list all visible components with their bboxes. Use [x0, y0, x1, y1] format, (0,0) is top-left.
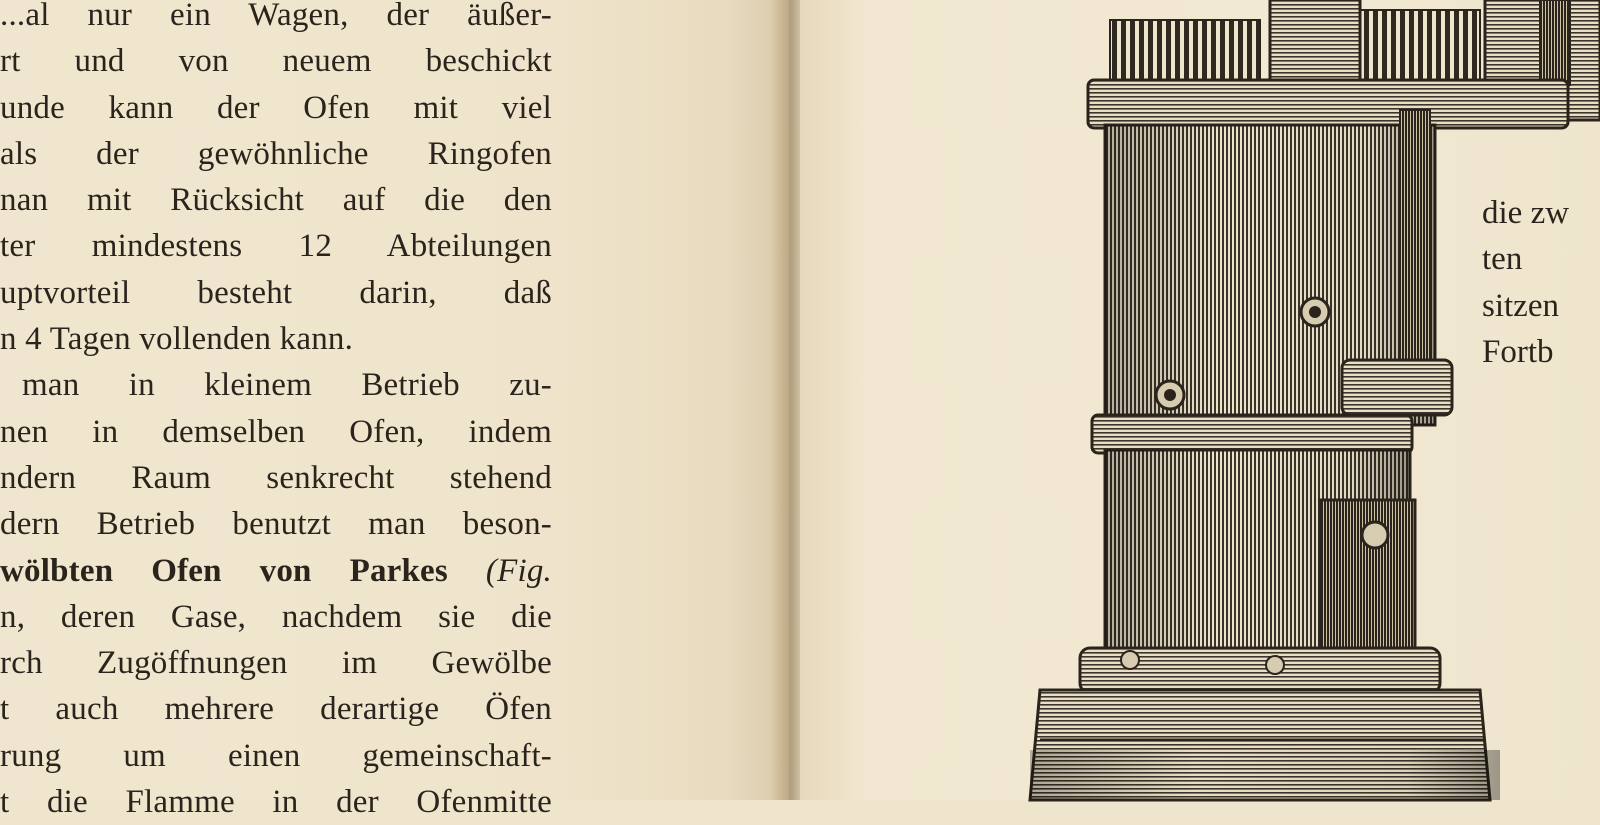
text-line: als der gewöhnliche Ringofen — [0, 135, 552, 172]
kiln-machine-illustration — [1030, 0, 1600, 800]
text-line: dern Betrieb benutzt man beson- — [0, 506, 552, 543]
text-line: man in kleinem Betrieb zu- — [22, 367, 552, 404]
text-line: ter mindestens 12 Abteilungen — [0, 228, 552, 265]
text-line: rch Zugöffnungen im Gewölbe — [0, 645, 552, 682]
right-page-text — [1482, 190, 1569, 375]
text-line: rt und von neuem beschickt — [0, 43, 552, 80]
text-line: Fortb — [1482, 333, 1554, 370]
text-line: nan mit Rücksicht auf die den — [0, 182, 552, 219]
text-line: ndern Raum senkrecht stehend — [0, 459, 552, 496]
text-line: sitzen — [1482, 287, 1559, 324]
text-line: n 4 Tagen vollenden kann. — [0, 321, 354, 358]
text-line: n, deren Gase, nachdem sie die — [0, 598, 552, 635]
text-line: nen in demselben Ofen, indem — [0, 413, 552, 450]
bold-phrase: wölbten Ofen von Parkes — [0, 552, 448, 589]
text-line: rung um einen gemeinschaft- — [0, 737, 552, 774]
text-line: unde kann der Ofen mit viel — [0, 89, 552, 126]
text-line: ten — [1482, 241, 1523, 278]
left-page — [0, 0, 790, 821]
left-page-text-column — [0, 0, 552, 825]
figure-reference: (Fig. — [485, 552, 552, 589]
engraved-kiln-machine-icon — [1030, 0, 1600, 800]
text-line: t die Flamme in der Ofenmitte — [0, 784, 552, 821]
text-line: die zw — [1482, 195, 1570, 231]
text-line-emphasis — [0, 548, 552, 594]
text-line: ...al nur ein Wagen, der äußer- — [0, 0, 552, 33]
text-line: t auch mehrere derartige Öfen — [0, 691, 552, 728]
text-line: uptvorteil besteht darin, daß — [0, 274, 552, 311]
